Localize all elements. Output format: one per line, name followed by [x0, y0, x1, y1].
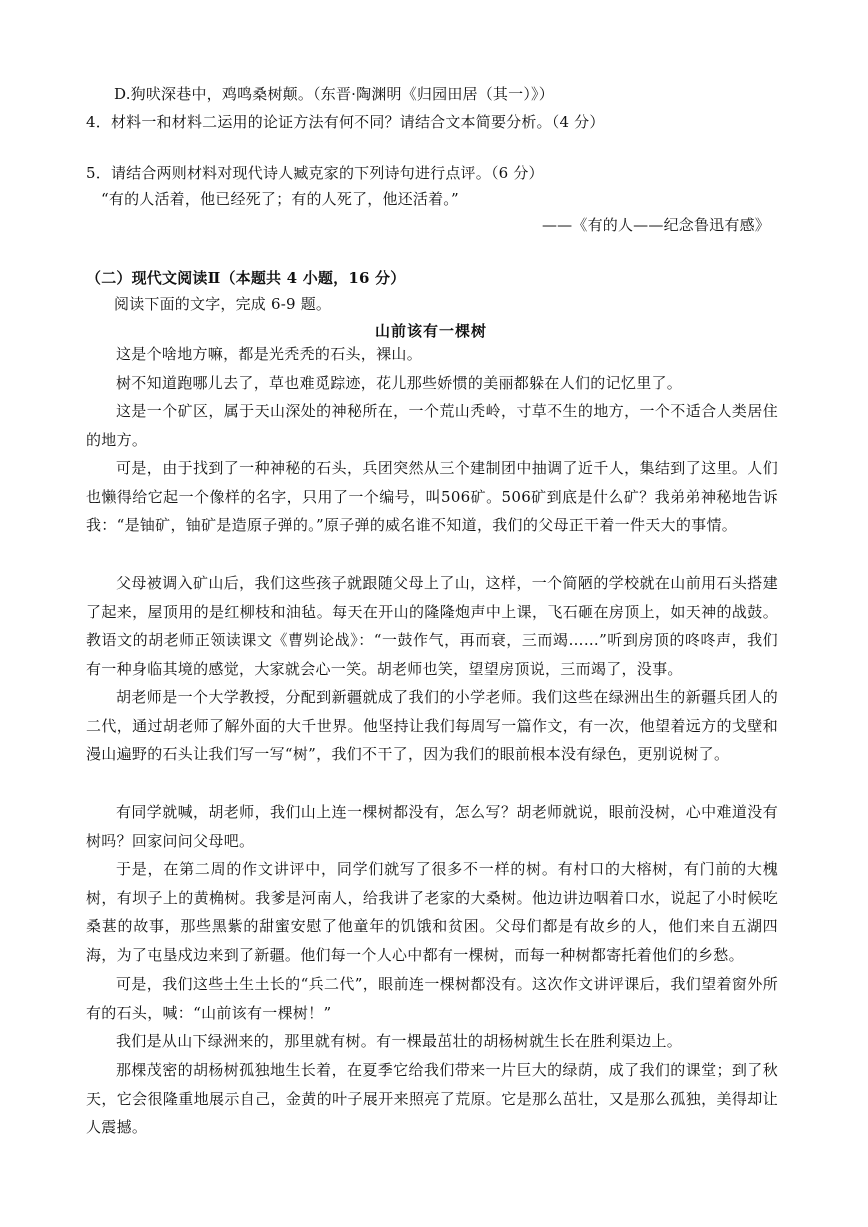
paragraph-8: 于是，在第二周的作文讲评中，同学们就写了很多不一样的树。有村口的大榕树，有门前的大槐树，有坝子上的黄桷树。我爹是河南人，给我讲了老家的大桑树。他边讲边咽着口水，说起了小时候吃桑葚的故事，那些黑紫的甜蜜安慰了他童年的饥饿和贫困。父母们都是有故乡的人，他们来自五湖四海，为了屯垦戍边来到了新疆。他们每一个人心中都有一棵树，而每一种树都寄托着他们的乡愁。 [86, 860, 778, 964]
paragraph-7: 有同学就喊，胡老师，我们山上连一棵树都没有，怎么写？胡老师就说，眼前没树，心中难道没有树吗？回家问问父母吧。 [86, 803, 778, 850]
paragraph-2: 树不知道跑哪儿去了，草也难觅踪迹，花儿那些娇惯的美丽都躲在人们的记忆里了。 [116, 374, 683, 392]
paragraph-5: 父母被调入矿山后，我们这些孩子就跟随父母上了山，这样，一个简陋的学校就在山前用石头搭建了起来，屋顶用的是红柳枝和油毡。每天在开山的隆隆炮声中上课，飞石砸在房顶上，如天神的战鼓。教语文的胡老师正领读课文《曹刿论战》：“一鼓作气，再而衰，三而竭……”听到房顶的咚咚声，我们有一种身临其境的感觉，大家就会心一笑。胡老师也笑，望望房顶说，三而竭了，没事。 [86, 574, 778, 678]
paragraph-1: 这是个啥地方嘛，都是光秃秃的石头，裸山。 [116, 345, 423, 363]
section-heading: （二）现代文阅读Ⅱ（本题共 4 小题，16 分） [86, 269, 406, 287]
option-d: D.狗吠深巷中，鸡鸣桑树颠。（东晋·陶渊明《归园田居（其一）》） [114, 85, 554, 103]
question-5: 5．请结合两则材料对现代诗人臧克家的下列诗句进行点评。（6 分） [86, 164, 544, 182]
paragraph-10: 我们是从山下绿洲来的，那里就有树。有一棵最茁壮的胡杨树就生长在胜利渠边上。 [116, 1032, 683, 1050]
paragraph-9: 可是，我们这些土生土长的“兵二代”，眼前连一棵树都没有。这次作文讲评课后，我们望着窗外所有的石头，喊：“山前该有一棵树！” [86, 975, 778, 1022]
section-instruction: 阅读下面的文字，完成 6-9 题。 [114, 295, 332, 313]
paragraph-3: 这是一个矿区，属于天山深处的神秘所在，一个荒山秃岭，寸草不生的地方，一个不适合人类居住的地方。 [86, 402, 778, 449]
paragraph-4: 可是，由于找到了一种神秘的石头，兵团突然从三个建制团中抽调了近千人，集结到了这里。人们也懒得给它起一个像样的名字，只用了一个编号，叫506矿。506矿到底是什么矿？我弟弟神秘地告诉我：“是铀矿，铀矿是造原子弹的。”原子弹的威名谁不知道，我们的父母正干着一件天大的事情。 [86, 459, 778, 535]
question-5-source: ——《有的人——纪念鲁迅有感》 [541, 216, 770, 234]
paragraph-6: 胡老师是一个大学教授，分配到新疆就成了我们的小学老师。我们这些在绿洲出生的新疆兵团人的二代，通过胡老师了解外面的大千世界。他坚持让我们每周写一篇作文，有一次，他望着远方的戈壁和漫山遍野的石头让我们写一写“树”，我们不干了，因为我们的眼前根本没有绿色，更别说树了。 [86, 688, 778, 764]
question-5-quote: “有的人活着，他已经死了；有的人死了，他还活着。” [101, 190, 459, 208]
article-title: 山前该有一棵树 [374, 322, 487, 340]
paragraph-11: 那棵茂密的胡杨树孤独地生长着，在夏季它给我们带来一片巨大的绿荫，成了我们的课堂；到了秋天，它会很隆重地展示自己，金黄的叶子展开来照亮了荒原。它是那么茁壮，又是那么孤独，美得却让人震撼。 [86, 1061, 778, 1137]
question-4: 4．材料一和材料二运用的论证方法有何不同？请结合文本简要分析。（4 分） [86, 113, 605, 131]
